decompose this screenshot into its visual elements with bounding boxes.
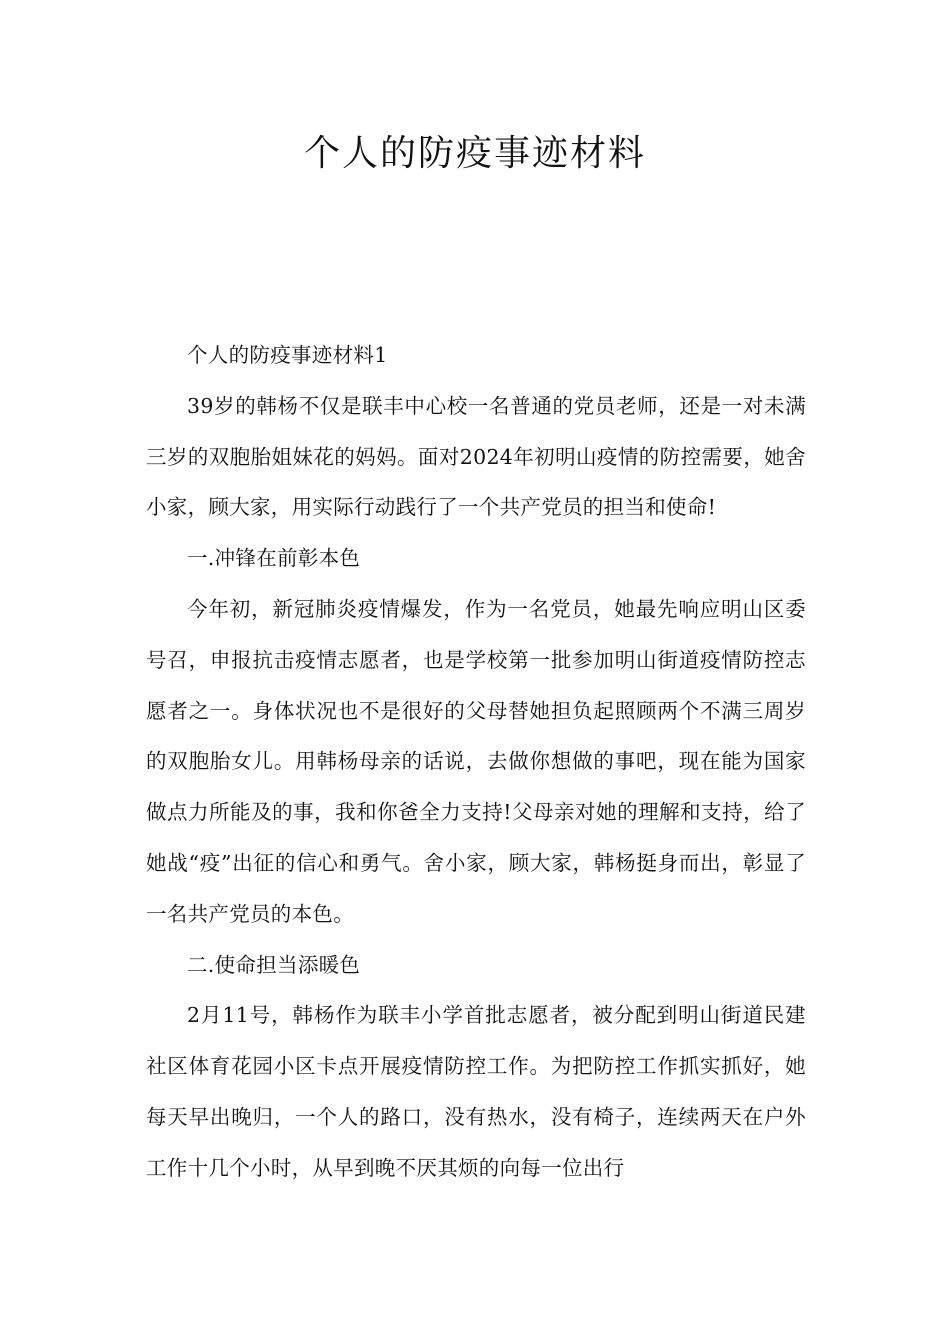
paragraph: 今年初，新冠肺炎疫情爆发，作为一名党员，她最先响应明山区委号召，申报抗击疫情志愿者，也是学校第一批参加明山街道疫情防控志愿者之一。身体状况也不是很好的父母替她担负起照顾两个不满三周岁的双胞胎女儿。用韩杨母亲的话说，去做你想做的事吧，现在能为国家做点力所能及的事，我和你爸全力支持!父母亲对她的理解和支持，给了她战“疫”出征的信心和勇气。舍小家，顾大家，韩杨挺身而出，彰显了一名共产党员的本色。 — [146, 596, 806, 926]
section-heading: 个人的防疫事迹材料1 — [187, 343, 388, 367]
paragraph: 2月11号，韩杨作为联丰小学首批志愿者，被分配到明山街道民建社区体育花园小区卡点开展疫情防控工作。为把防控工作抓实抓好，她每天早出晚归，一个人的路口，没有热水，没有椅子，连续两天在户外工作十几个小时，从早到晚不厌其烦的向每一位出行 — [146, 1003, 806, 1180]
section-heading: 一.冲锋在前彰本色 — [187, 546, 361, 571]
document-body — [146, 330, 806, 1194]
document-title: 个人的防疫事迹材料 — [303, 133, 646, 174]
paragraph: 39岁的韩杨不仅是联丰中心校一名普通的党员老师，还是一对未满三岁的双胞胎姐妹花的妈妈。面对2024年初明山疫情的防控需要，她舍小家，顾大家，用实际行动践行了一个共产党员的担当和使命! — [146, 393, 806, 520]
section-heading: 二.使命担当添暖色 — [187, 952, 361, 977]
